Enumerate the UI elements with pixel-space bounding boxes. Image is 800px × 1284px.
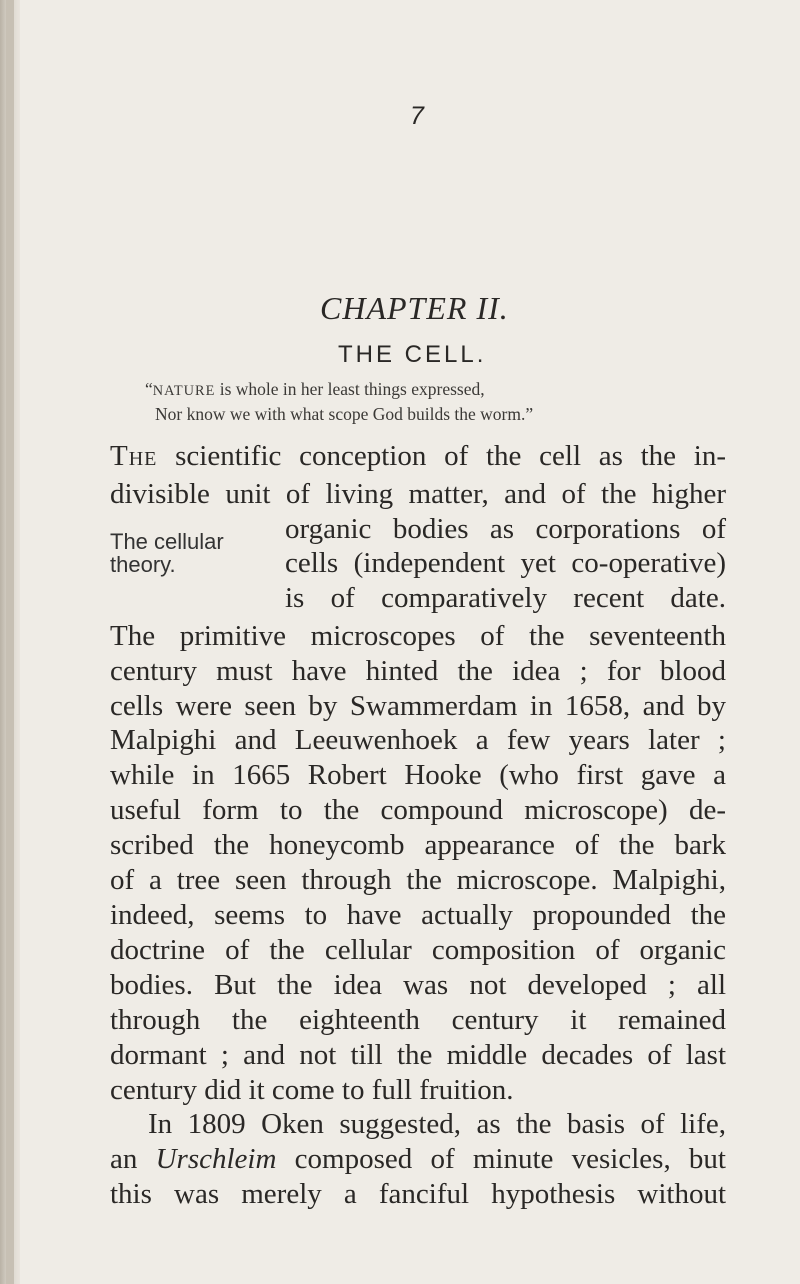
body-line: century must have hinted the idea ; for blood bbox=[110, 655, 726, 687]
body-line: organic bodies as corporations of bbox=[285, 513, 726, 545]
epigraph-smallcaps-word: NATURE bbox=[152, 383, 216, 399]
body-line: scribed the honeycomb appearance of the bark bbox=[110, 829, 726, 861]
smallcaps-lead-word: The bbox=[110, 440, 158, 472]
body-line: In 1809 Oken suggested, as the basis of life, bbox=[148, 1108, 726, 1140]
body-line: The primitive microscopes of the seventeenth bbox=[110, 620, 726, 652]
body-line: is of comparatively recent date. bbox=[285, 582, 726, 614]
page-number: 7 bbox=[410, 102, 424, 130]
body-line: dormant ; and not till the middle decades of last bbox=[110, 1039, 726, 1071]
body-line: through the eighteenth century it remained bbox=[110, 1004, 726, 1036]
body-line: cells (independent yet co-operative) bbox=[285, 547, 726, 579]
body-line-text: scientific conception of the cell as the in- bbox=[157, 440, 726, 472]
body-line: divisible unit of living matter, and of the higher bbox=[110, 478, 726, 510]
epigraph-line-1 bbox=[145, 379, 485, 400]
chapter-heading: CHAPTER II. bbox=[320, 290, 509, 326]
opening-quote: “ bbox=[145, 379, 153, 399]
body-line: this was merely a fanciful hypothesis without bbox=[110, 1178, 726, 1210]
section-heading: THE CELL. bbox=[338, 341, 487, 368]
body-line: doctrine of the cellular composition of organic bbox=[110, 934, 726, 966]
epigraph-line-2: Nor know we with what scope God builds the worm.” bbox=[155, 404, 534, 424]
body-line: of a tree seen through the microscope. Malpighi, bbox=[110, 864, 726, 896]
body-line: useful form to the compound microscope) de- bbox=[110, 794, 726, 826]
italic-term: Urschleim bbox=[155, 1143, 277, 1175]
body-line: indeed, seems to have actually propounded the bbox=[110, 899, 726, 931]
epigraph-line-1-rest: is whole in her least things expressed, bbox=[215, 379, 485, 399]
body-line: Malpighi and Leeuwenhoek a few years later ; bbox=[110, 724, 726, 756]
body-line: century did it come to full fruition. bbox=[110, 1074, 514, 1106]
body-line: while in 1665 Robert Hooke (who first gave a bbox=[110, 759, 726, 791]
body-line: cells were seen by Swammerdam in 1658, and by bbox=[110, 690, 726, 722]
body-line-text: an bbox=[110, 1143, 156, 1175]
body-line bbox=[110, 1143, 726, 1176]
body-line: bodies. But the idea was not developed ; all bbox=[110, 969, 726, 1001]
body-line-text: composed of minute vesicles, but bbox=[276, 1143, 726, 1175]
margin-note: The cellular theory. bbox=[110, 529, 224, 577]
body-line bbox=[110, 440, 726, 473]
binding-edge bbox=[6, 0, 14, 1284]
